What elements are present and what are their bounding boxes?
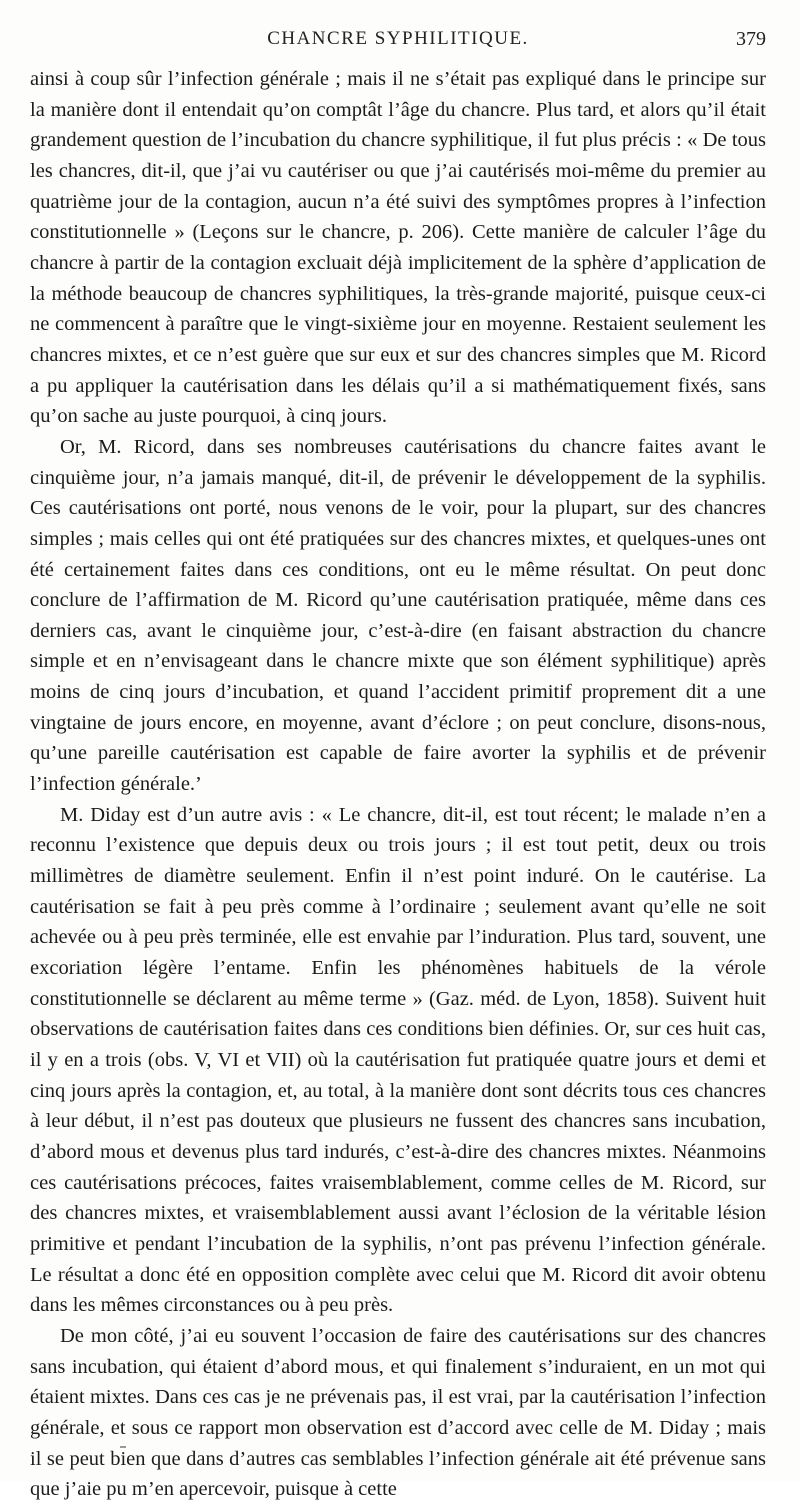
page-number: 379 — [736, 28, 766, 50]
running-header — [30, 28, 766, 58]
paragraph: De mon côté, j’ai eu souvent l’occasion de faire des cautérisations sur des chancres sans incubation, qui étaient d’abord mous, et qui finalement s’induraient, en un mot qui étaient mixtes. Dans ces cas je ne prévenais pas, il est vrai, par la cautérisation l’infection générale, et sous ce rapport mon observation est d’accord avec celle de M. Diday ; mais il se peut bien que dans d’autres cas semblables l’infection générale ait été prévenue sans que j’aie pu m’en apercevoir, puisque à cette — [30, 1324, 766, 1501]
paragraph: M. Diday est d’un autre avis : « Le chancre, dit-il, est tout récent; le malade n’en a reconnu l’existence que depuis deux ou trois jours ; il est tout petit, deux ou trois millimètres de diamètre seulement. Enfin il n’est point induré. On le cautérise. La cautérisation se fait à peu près comme à l’ordinaire ; seulement avant qu’elle ne soit achevée ou à peu près terminée, elle est envahie par l’induration. Plus tard, souvent, une excoriation légère l’entame. Enfin les phénomènes habituels de la vérole constitutionnelle se déclarent au même terme » (Gaz. méd. de Lyon, 1858). Suivent huit observations de cautérisation faites dans ces conditions bien définies. Or, sur ces huit cas, il y en a trois (obs. V, VI et VII) où la cautérisation fut pratiquée quatre jours et demi et cinq jours après la contagion, et, au total, à la manière dont sont décrits tous ces chancres à leur début, il n’est pas douteux que plusieurs ne fussent des chancres sans incubation, d’abord mous et devenus plus tard indurés, c’est-à-dire des chancres mixtes. Néanmoins ces cautérisations précoces, faites vraisemblablement, comme celles de M. Ricord, sur des chancres mixtes, et vraisemblablement aussi avant l’éclosion de la véritable lésion primitive et pendant l’incubation de la syphilis, n’ont pas prévenu l’infection générale. Le résultat a donc été en opposition complète avec celui que M. Ricord dit avoir obtenu dans les mêmes circonstances ou à peu près. — [30, 803, 766, 1317]
running-title: CHANCRE SYPHILITIQUE. — [267, 28, 529, 49]
print-speck — [120, 1446, 126, 1448]
body-text — [30, 64, 766, 1505]
paragraph: ainsi à coup sûr l’infection générale ; mais il ne s’était pas expliqué dans le principe sur la manière dont il entendait qu’on comptât l’âge du chancre. Plus tard, et alors qu’il était grandement question de l’incubation du chancre syphilitique, il fut plus précis : « De tous les chancres, dit-il, que j’ai vu cautériser ou que j’ai cautérisés moi-même du premier au quatrième jour de la contagion, aucun n’a été suivi des symptômes propres à l’infection constitutionnelle » (Leçons sur le chancre, p. 206). Cette manière de calculer l’âge du chancre à partir de la contagion excluait déjà implicitement de la sphère d’application de la méthode beaucoup de chancres syphilitiques, la très-grande majorité, puisque ceux-ci ne commencent à paraître que le vingt-sixième jour en moyenne. Restaient seulement les chancres mixtes, et ce n’est guère que sur eux et sur des chancres simples que M. Ricord a pu appliquer la cautérisation dans les délais qu’il a si mathématiquement fixés, sans qu’on sache au juste pourquoi, à cinq jours. — [30, 68, 766, 428]
paragraph: Or, M. Ricord, dans ses nombreuses cautérisations du chancre faites avant le cinquième jour, n’a jamais manqué, dit-il, de prévenir le développement de la syphilis. Ces cautérisations ont porté, nous venons de le voir, pour la plupart, sur des chancres simples ; mais celles qui ont été pratiquées sur des chancres mixtes, et quelques-unes ont été certainement faites dans ces conditions, ont eu le même résultat. On peut donc conclure de l’affirmation de M. Ricord qu’une cautérisation pratiquée, même dans ces derniers cas, avant le cinquième jour, c’est-à-dire (en faisant abstraction du chancre simple et en n’envisageant dans le chancre mixte que son élément syphilitique) après moins de cinq jours d’incubation, et quand l’accident primitif proprement dit a une vingtaine de jours encore, en moyenne, avant d’éclore ; on peut conclure, disons-nous, qu’une pareille cautérisation est capable de faire avorter la syphilis et de prévenir l’infection générale.’ — [30, 435, 766, 796]
